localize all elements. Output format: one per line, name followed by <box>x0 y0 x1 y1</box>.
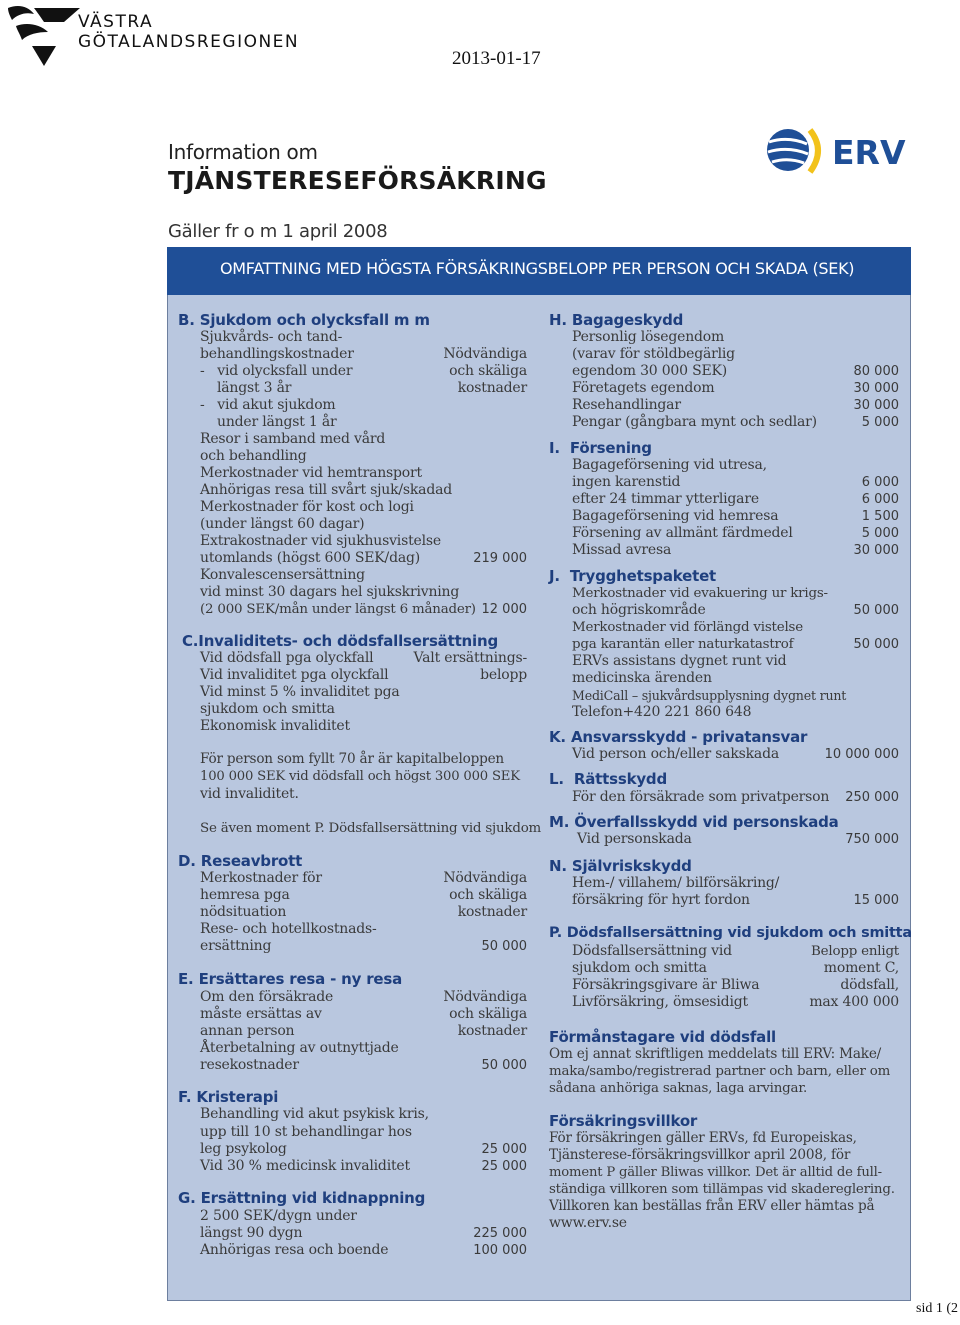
section-d-line: ersättning <box>200 938 272 954</box>
section-b-right-text: Nödvändiga <box>443 346 527 362</box>
section-i-amount: 30 000 <box>853 543 899 558</box>
section-b-amount: 12 000 <box>481 602 527 617</box>
section-b-amount: 219 000 <box>473 551 527 566</box>
section-p-line: sjukdom och smitta <box>572 960 707 976</box>
section-p-title: P. Dödsfallsersättning vid sjukdom och smitta <box>549 925 912 941</box>
section-b-line: under längst 1 år <box>200 414 337 430</box>
section-b-line: (under längst 60 dagar) <box>200 516 365 532</box>
section-e-line: Om den försäkrade <box>200 989 334 1005</box>
section-b-line: Extrakostnader vid sjukhusvistelse <box>200 533 441 549</box>
section-i-amount: 6 000 <box>861 492 899 507</box>
section-f-amount: 25 000 <box>481 1142 527 1157</box>
section-g-line: 2 500 SEK/dygn under <box>200 1208 357 1224</box>
section-p-right-text: max 400 000 <box>809 994 899 1010</box>
section-j-line: Merkostnader vid evakuering ur krigs- <box>572 586 828 601</box>
section-l-amount: 250 000 <box>845 790 899 805</box>
section-b-line: Konvalescensersättning <box>200 567 365 583</box>
section-d-right-text: och skäliga <box>449 887 527 903</box>
section-c-line: Vid minst 5 % invaliditet pga <box>200 684 400 700</box>
section-c-line: sjukdom och smitta <box>200 701 335 717</box>
section-f-line: Behandling vid akut psykisk kris, <box>200 1106 429 1122</box>
section-i-amount: 6 000 <box>861 475 899 490</box>
section-n-title: N. Självriskskydd <box>549 857 692 875</box>
document-subtitle: Information om <box>168 140 318 164</box>
section-c-line: Ekonomisk invaliditet <box>200 718 350 734</box>
section-c-line: Vid invaliditet pga olyckfall <box>200 667 389 683</box>
section-i-line: efter 24 timmar ytterligare <box>572 491 759 507</box>
section-l-line: För den försäkrade som privatperson <box>572 789 830 805</box>
section-m-amount: 750 000 <box>845 832 899 847</box>
section-i-amount: 5 000 <box>861 526 899 541</box>
section-i-line: Missad avresa <box>572 542 672 558</box>
section-e-line: annan person <box>200 1023 295 1039</box>
section-p-right-text: moment C, <box>823 960 899 976</box>
section-h-title: H. Bagageskydd <box>549 311 684 329</box>
terms-line: moment P gäller Bliwas villkor. Det är alltid de full- <box>549 1165 882 1180</box>
section-d-title: D. Reseavbrott <box>178 852 303 870</box>
section-e-line: resekostnader <box>200 1057 299 1073</box>
section-c-right-text: Valt ersättnings- <box>413 650 527 666</box>
terms-line: För försäkringen gäller ERVs, fd Europeiskas, <box>549 1130 857 1146</box>
section-b-line: utomlands (högst 600 SEK/dag) <box>200 550 421 566</box>
section-b-line: längst 3 år <box>200 380 292 396</box>
section-i-line: Bagageförsening vid hemresa <box>572 508 779 524</box>
section-j-line: medicinska ärenden <box>572 670 712 686</box>
section-j-title: J. Trygghetspaketet <box>549 567 717 585</box>
section-h-amount: 30 000 <box>853 381 899 396</box>
section-l-title: L. Rättsskydd <box>549 770 667 788</box>
section-b-right-text: och skäliga <box>449 363 527 379</box>
section-j-line: Telefon+420 221 860 648 <box>572 704 752 720</box>
section-j-line: Merkostnader vid förlängd vistelse <box>572 620 803 635</box>
section-f-amount: 25 000 <box>481 1159 527 1174</box>
section-f-title: F. Kristerapi <box>178 1088 279 1106</box>
erv-globe-icon <box>764 124 914 178</box>
erv-brand-text: ERV <box>832 133 906 172</box>
document-title: TJÄNSTERESEFÖRSÄKRING <box>168 166 547 195</box>
document-date: 2013-01-17 <box>452 48 541 69</box>
section-d-line: hemresa pga <box>200 887 290 903</box>
section-h-line: egendom 30 000 SEK) <box>572 363 728 379</box>
section-h-line: Pengar (gångbara mynt och sedlar) <box>572 414 817 430</box>
coverage-banner-text: OMFATTNING MED HÖGSTA FÖRSÄKRINGSBELOPP PER PERSON OCH SKADA (SEK) <box>220 259 855 278</box>
section-h-line: Företagets egendom <box>572 380 715 396</box>
terms-line: Tjänsterese-försäkringsvillkor april 2008, för <box>549 1147 851 1163</box>
section-f-line: upp till 10 st behandlingar hos <box>200 1124 412 1140</box>
section-i-line: ingen karenstid <box>572 474 681 490</box>
section-e-title: E. Ersättares resa - ny resa <box>178 970 403 988</box>
section-n-amount: 15 000 <box>853 893 899 908</box>
section-p-line: Försäkringsgivare är Bliwa <box>572 977 760 993</box>
section-b-title: B. Sjukdom och olycksfall m m <box>178 311 430 329</box>
section-c-line: Vid dödsfall pga olyckfall <box>200 650 374 666</box>
section-c-title: C.Invaliditets- och dödsfallsersättning <box>182 632 498 650</box>
section-h-line: Personlig lösegendom <box>572 329 725 345</box>
section-b-line: - vid olycksfall under <box>200 363 353 379</box>
section-j-line: ERVs assistans dygnet runt vid <box>572 653 787 669</box>
section-h-amount: 5 000 <box>861 415 899 430</box>
section-k-line: Vid person och/eller sakskada <box>572 746 779 762</box>
validity-note: Gäller fr o m 1 april 2008 <box>168 221 388 242</box>
section-p-right-text: Belopp enligt <box>811 944 899 959</box>
section-b-line: behandlingskostnader <box>200 346 354 362</box>
section-c-paragraph: Se även moment P. Dödsfallsersättning vid sjukdom <box>200 821 542 836</box>
section-e-right-text: kostnader <box>457 1023 527 1039</box>
section-c-right-text: belopp <box>480 667 527 683</box>
beneficiary-line: sådana anhöriga saknas, laga arvingar. <box>549 1081 808 1096</box>
terms-line: Villkoren kan beställas från ERV eller hämtas på <box>549 1198 875 1214</box>
beneficiary-title: Förmånstagare vid dödsfall <box>549 1028 776 1046</box>
section-d-right-text: kostnader <box>457 904 527 920</box>
section-d-amount: 50 000 <box>481 939 527 954</box>
section-i-line: Bagageförsening vid utresa, <box>572 457 767 473</box>
section-b-line: och behandling <box>200 448 307 464</box>
section-e-right-text: Nödvändiga <box>443 989 527 1005</box>
page-number: sid 1 (2 <box>916 1301 958 1316</box>
section-j-amount: 50 000 <box>853 603 899 618</box>
section-g-amount: 225 000 <box>473 1226 527 1241</box>
section-b-line: vid minst 30 dagars hel sjukskrivning <box>200 584 460 600</box>
section-i-title: I. Försening <box>549 439 652 457</box>
section-g-line: Anhörigas resa och boende <box>200 1242 389 1258</box>
section-i-amount: 1 500 <box>861 509 899 524</box>
section-b-line: Resor i samband med vård <box>200 431 386 447</box>
section-g-amount: 100 000 <box>473 1243 527 1258</box>
section-n-line: försäkring för hyrt fordon <box>572 892 750 908</box>
section-f-line: Vid 30 % medicinsk invaliditet <box>200 1158 410 1174</box>
section-k-title: K. Ansvarsskydd - privatansvar <box>549 728 808 746</box>
section-d-line: Rese- och hotellkostnads- <box>200 921 377 937</box>
section-b-right-text: kostnader <box>457 380 527 396</box>
section-p-line: Dödsfallsersättning vid <box>572 943 732 959</box>
section-b-line: Merkostnader för kost och logi <box>200 499 414 515</box>
section-n-line: Hem-/ villahem/ bilförsäkring/ <box>572 875 780 891</box>
section-e-line: måste ersättas av <box>200 1006 322 1022</box>
section-d-line: nödsituation <box>200 904 287 920</box>
beneficiary-line: Om ej annat skriftligen meddelats till ERV: Make/ <box>549 1046 882 1062</box>
section-b-line: Anhörigas resa till svårt sjuk/skadad <box>200 482 452 498</box>
section-h-line: (varav för stöldbegärlig <box>572 346 735 362</box>
section-j-line: pga karantän eller naturkatastrof <box>572 637 794 652</box>
section-h-amount: 80 000 <box>853 364 899 379</box>
erv-logo <box>764 124 914 178</box>
beneficiary-line: maka/sambo/registrerad partner och barn, eller om <box>549 1064 891 1079</box>
section-g-title: G. Ersättning vid kidnappning <box>178 1189 426 1207</box>
section-k-amount: 10 000 000 <box>824 747 899 762</box>
section-b-line: (2 000 SEK/mån under längst 6 månader) <box>200 602 476 617</box>
section-d-line: Merkostnader för <box>200 870 322 886</box>
section-d-right-text: Nödvändiga <box>443 870 527 886</box>
section-c-paragraph: vid invaliditet. <box>200 786 299 802</box>
section-g-line: längst 90 dygn <box>200 1225 303 1241</box>
terms-title: Försäkringsvillkor <box>549 1112 698 1130</box>
section-j-line: MediCall – sjukvårdsupplysning dygnet runt <box>572 688 847 703</box>
section-e-amount: 50 000 <box>481 1058 527 1073</box>
section-i-line: Försening av allmänt färdmedel <box>572 525 793 541</box>
section-c-paragraph: För person som fyllt 70 år är kapitalbeloppen <box>200 751 504 767</box>
section-h-line: Resehandlingar <box>572 397 681 413</box>
section-j-amount: 50 000 <box>853 637 899 652</box>
section-j-line: och högriskområde <box>572 602 706 618</box>
terms-line: ständiga villkoren som tillämpas vid skadereglering. <box>549 1182 895 1197</box>
section-p-line: Livförsäkring, ömsesidigt <box>572 994 748 1010</box>
organization-name-line1: VÄSTRA <box>78 12 154 32</box>
section-c-paragraph: 100 000 SEK vid dödsfall och högst 300 000 SEK <box>200 769 520 784</box>
section-h-amount: 30 000 <box>853 398 899 413</box>
section-p-right-text: dödsfall, <box>840 977 899 993</box>
terms-link[interactable]: www.erv.se <box>549 1215 627 1231</box>
section-m-line: Vid personskada <box>577 831 692 847</box>
vastra-gotalandsregionen-logo-icon <box>4 2 84 68</box>
section-b-line: Sjukvårds- och tand- <box>200 329 343 345</box>
section-e-right-text: och skäliga <box>449 1006 527 1022</box>
section-e-line: Återbetalning av outnyttjade <box>200 1040 399 1056</box>
section-m-title: M. Överfallsskydd vid personskada <box>549 813 839 831</box>
section-f-line: leg psykolog <box>200 1141 287 1157</box>
section-b-line: Merkostnader vid hemtransport <box>200 465 422 481</box>
section-b-line: - vid akut sjukdom <box>200 397 336 413</box>
organization-name-line2: GÖTALANDSREGIONEN <box>78 32 300 52</box>
